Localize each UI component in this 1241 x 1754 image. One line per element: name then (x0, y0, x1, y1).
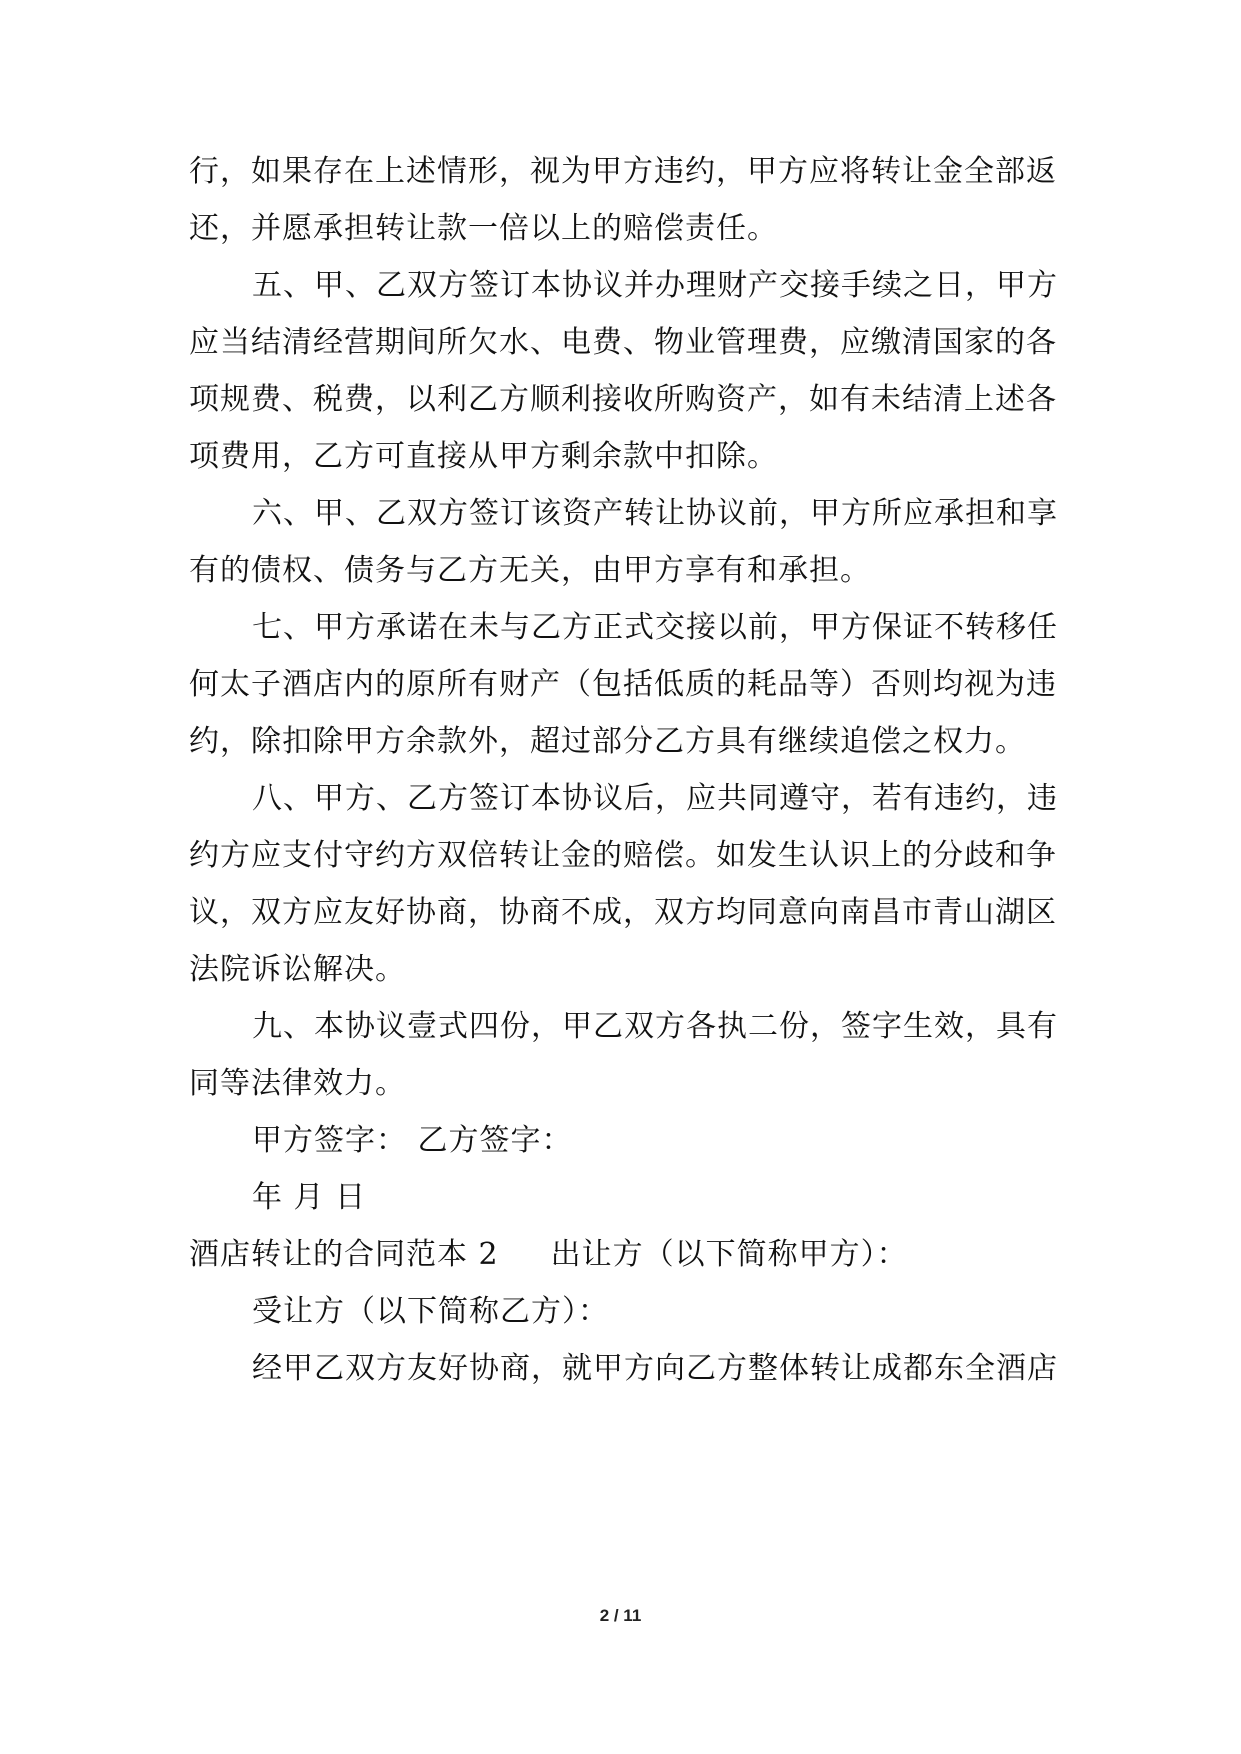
paragraph-5-line: 五、甲、乙双方签订本协议并办理财产交接手续之日，甲方 (252, 268, 1058, 303)
text-line: 有的债权、债务与乙方无关，由甲方享有和承担。 (189, 553, 871, 588)
signature-line: 甲方签字： 乙方签字： (252, 1123, 573, 1158)
text-line: 法院诉讼解决。 (189, 952, 406, 987)
section-title: 酒店转让的合同范本 2 (189, 1237, 499, 1272)
transferee-label: 受让方（以下简称乙方）： (252, 1294, 609, 1329)
text-line: 约，除扣除甲方余款外，超过部分乙方具有继续追偿之权力。 (189, 724, 1026, 759)
paragraph-7-line: 七、甲方承诺在未与乙方正式交接以前，甲方保证不转移任 (252, 610, 1058, 645)
text-line: 应当结清经营期间所欠水、电费、物业管理费，应缴清国家的各 (189, 325, 1057, 360)
transferor-label: 出让方（以下简称甲方）： (550, 1237, 908, 1272)
text-line: 经甲乙双方友好协商，就甲方向乙方整体转让成都东全酒店 (252, 1351, 1058, 1386)
text-line: 同等法律效力。 (189, 1066, 406, 1101)
text-line: 议，双方应友好协商，协商不成，双方均同意向南昌市青山湖区 (189, 895, 1057, 930)
text-line: 项费用，乙方可直接从甲方剩余款中扣除。 (189, 439, 778, 474)
text-line: 何太子酒店内的原所有财产（包括低质的耗品等）否则均视为违 (189, 667, 1057, 702)
text-line: 项规费、税费，以利乙方顺利接收所购资产，如有未结清上述各 (189, 382, 1057, 417)
section-title-row (189, 1235, 1069, 1275)
date-line: 年 月 日 (252, 1180, 367, 1215)
text-line: 约方应支付守约方双倍转让金的赔偿。如发生认识上的分歧和争 (189, 838, 1057, 873)
page-number: 2 / 11 (599, 1606, 642, 1625)
text-line: 还，并愿承担转让款一倍以上的赔偿责任。 (189, 211, 778, 246)
paragraph-6-line: 六、甲、乙双方签订该资产转让协议前，甲方所应承担和享 (252, 496, 1058, 531)
text-line: 行，如果存在上述情形，视为甲方违约，甲方应将转让金全部返 (189, 154, 1057, 189)
paragraph-9-line: 九、本协议壹式四份，甲乙双方各执二份，签字生效，具有 (252, 1009, 1058, 1044)
paragraph-8-line: 八、甲方、乙方签订本协议后，应共同遵守，若有违约，违 (252, 781, 1058, 816)
